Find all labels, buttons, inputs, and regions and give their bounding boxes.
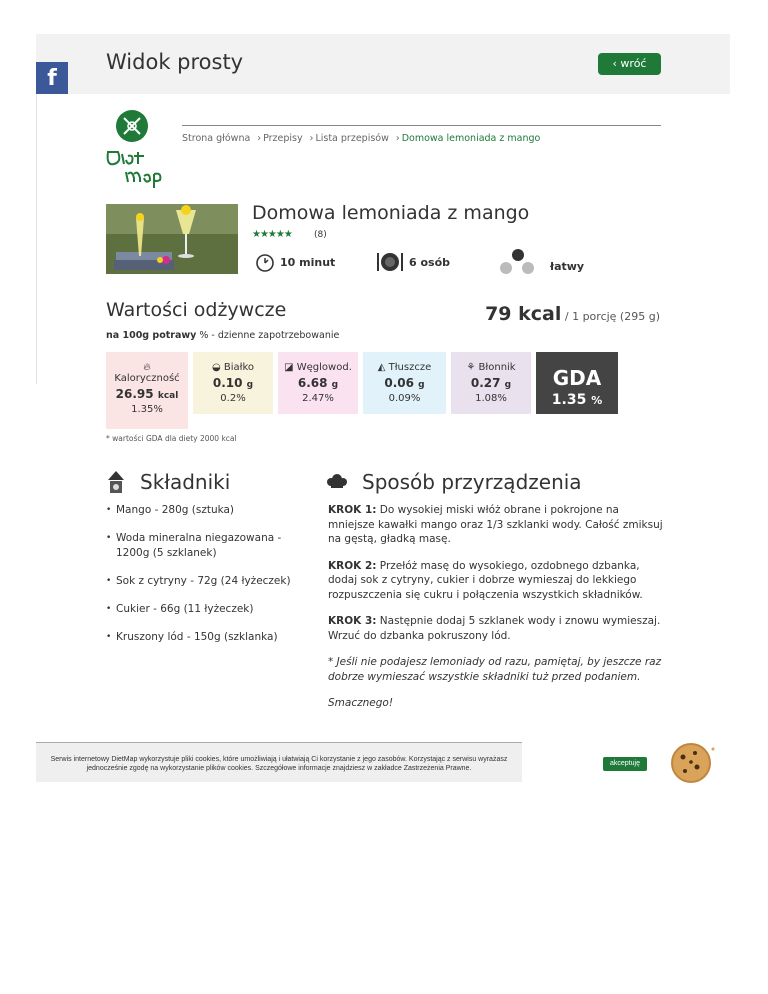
nutrient-percent: 1.35% (131, 404, 163, 415)
nutrient-unit: kcal (157, 391, 179, 401)
nutrient-unit: g (246, 380, 254, 390)
nutrient-fiber (451, 352, 531, 414)
nutrition-title: Wartości odżywcze (106, 299, 287, 321)
ingredients-title: Składniki (140, 470, 231, 494)
divider (36, 94, 37, 384)
cheese-icon: ◭ (377, 362, 386, 373)
per-100g-rest: % - dzienne zapotrzebowanie (199, 330, 340, 341)
chef-hat-icon (498, 248, 538, 276)
nutrient-value: 26.95 (115, 387, 154, 401)
dietmap-logo[interactable] (104, 108, 174, 188)
accept-cookies-button[interactable]: akceptuję (603, 757, 647, 771)
step (328, 559, 663, 603)
nutrient-value: 0.27 (470, 376, 501, 390)
breadcrumb-recipes[interactable]: Przepisy (263, 133, 303, 144)
nutrient-percent: 2.47% (302, 393, 334, 404)
closing-text: Smacznego! (328, 697, 394, 709)
prep-time (254, 248, 335, 276)
sugar-cube-icon: ◪ (284, 362, 294, 373)
step (328, 503, 663, 547)
breadcrumb-current[interactable]: Domowa lemoniada z mango (401, 133, 541, 144)
cookie-notice: Serwis internetowy DietMap wykorzystuje pliki cookies, które umożliwiają i ułatwiają Ci korzystanie z jego zasobów. Korzystając z serwisu wyrażasz jednocześnie zgodę na wykorzystanie plików cookies. Szczegółowe informacje znajdziesz w zakładce Zastrzeżenia Prawne. (36, 742, 522, 782)
nutrient-unit: g (504, 380, 512, 390)
difficulty (498, 248, 584, 276)
kcal-suffix: / 1 porcję (295 g) (564, 310, 660, 323)
prep-time-value: 10 minut (280, 255, 336, 269)
breadcrumb-home[interactable]: Strona główna (182, 133, 251, 144)
breadcrumb (182, 133, 543, 144)
nutrient-unit: g (331, 380, 339, 390)
kcal-per-portion (485, 303, 660, 325)
step-label: KROK 3: (328, 615, 377, 627)
list-item: • Woda mineralna niegazowana - 1200g (5 szklanek) (106, 531, 306, 561)
list-item: • Sok z cytryny - 72g (24 łyżeczek) (106, 574, 306, 589)
kcal-value: 79 kcal (485, 303, 562, 325)
step-text: Następnie dodaj 5 szklanek wody i znowu wymieszaj. Wrzuć do dzbanka pokruszony lód. (328, 615, 661, 642)
method-heading (326, 470, 582, 494)
per-100g-bold: na 100g potrawy (106, 330, 197, 341)
protein-icon: ◒ (211, 362, 221, 373)
difficulty-value: łatwy (550, 259, 585, 273)
nutrient-percent: 1.08% (475, 393, 507, 404)
nutrient-carbs (278, 352, 358, 414)
nutrient-label: Białko (223, 362, 255, 373)
nutrient-label: Błonnik (478, 362, 516, 373)
servings (375, 248, 450, 276)
chevron-right-icon: › (395, 133, 400, 144)
tip-text: * Jeśli nie podajesz lemoniady od razu, pamiętaj, by jeszcze raz dobrze wymieszać wszystkie składniki tuż przed podaniem. (328, 656, 662, 683)
chevron-left-icon: ‹ (612, 57, 617, 70)
cookie-icon (667, 741, 719, 783)
gda-box (536, 352, 618, 414)
nutrient-label: Węglowod. (296, 362, 352, 373)
chevron-right-icon: › (309, 133, 314, 144)
nutrient-value: 0.06 (384, 376, 414, 390)
gda-label: GDA (552, 366, 602, 390)
rating-count: (8) (314, 230, 327, 240)
gda-value: 1.35 (551, 392, 587, 408)
nutrient-label: Tłuszcze (388, 362, 432, 373)
nutrient-label: Kaloryczność (114, 373, 180, 384)
step (328, 614, 663, 643)
chevron-right-icon: › (257, 133, 262, 144)
ingredient-list (106, 503, 306, 658)
nutrient-unit: g (418, 380, 425, 390)
step-text: Do wysokiej miski włóż obrane i pokrojone na mniejsze kawałki mango oraz 1/3 szklanki wody. Całość zmiksuj na gęstą, gładką masę. (328, 504, 663, 545)
breadcrumb-recipe-list[interactable]: Lista przepisów (315, 133, 389, 144)
page-title: Widok prosty (106, 50, 244, 74)
wheat-icon: ⚘ (466, 362, 476, 373)
step-label: KROK 1: (328, 504, 377, 516)
flame-icon: 🔥︎ (143, 362, 151, 373)
nutrient-percent: 0.2% (220, 393, 246, 404)
nutrient-value: 0.10 (212, 376, 243, 390)
list-item: • Cukier - 66g (11 łyżeczek) (106, 602, 306, 617)
ingredients-heading (106, 470, 230, 494)
step-label: KROK 2: (328, 559, 377, 572)
facebook-icon[interactable]: f (36, 62, 68, 94)
back-button[interactable] (598, 53, 661, 75)
rating-stars: ★★★★★ (252, 229, 292, 240)
list-item: • Kruszony lód - 150g (szklanka) (106, 630, 306, 645)
step-text: Przełóż masę do wysokiego, ozdobnego dzbanka, dodaj sok z cytryny, cukier i dobrze wymieszaj do lekkiego rozpuszczenia się cukru i połączenia wszystkich składników. (328, 559, 643, 601)
nutrient-percent: 0.09% (388, 393, 421, 404)
pot-icon (326, 472, 348, 492)
nutrient-protein (193, 352, 273, 414)
method-steps (328, 503, 663, 723)
per-100g-label (106, 330, 339, 341)
nutrient-fat (363, 352, 446, 414)
recipe-title: Domowa lemoniada z mango (252, 202, 530, 224)
recipe-photo (106, 204, 238, 274)
grinder-icon (106, 470, 126, 494)
servings-value: 6 osób (409, 255, 451, 269)
list-item: • Mango - 280g (sztuka) (106, 503, 306, 518)
divider (182, 125, 661, 126)
clock-icon (254, 251, 276, 273)
method-title: Sposób przyrządzenia (362, 470, 582, 494)
back-button-label: wróć (620, 57, 647, 70)
plate-icon (375, 250, 405, 274)
nutrient-value: 6.68 (297, 376, 328, 390)
gda-unit: % (591, 394, 603, 407)
gda-note: * wartości GDA dla diety 2000 kcal (106, 434, 237, 443)
nutrient-calories (106, 352, 188, 429)
